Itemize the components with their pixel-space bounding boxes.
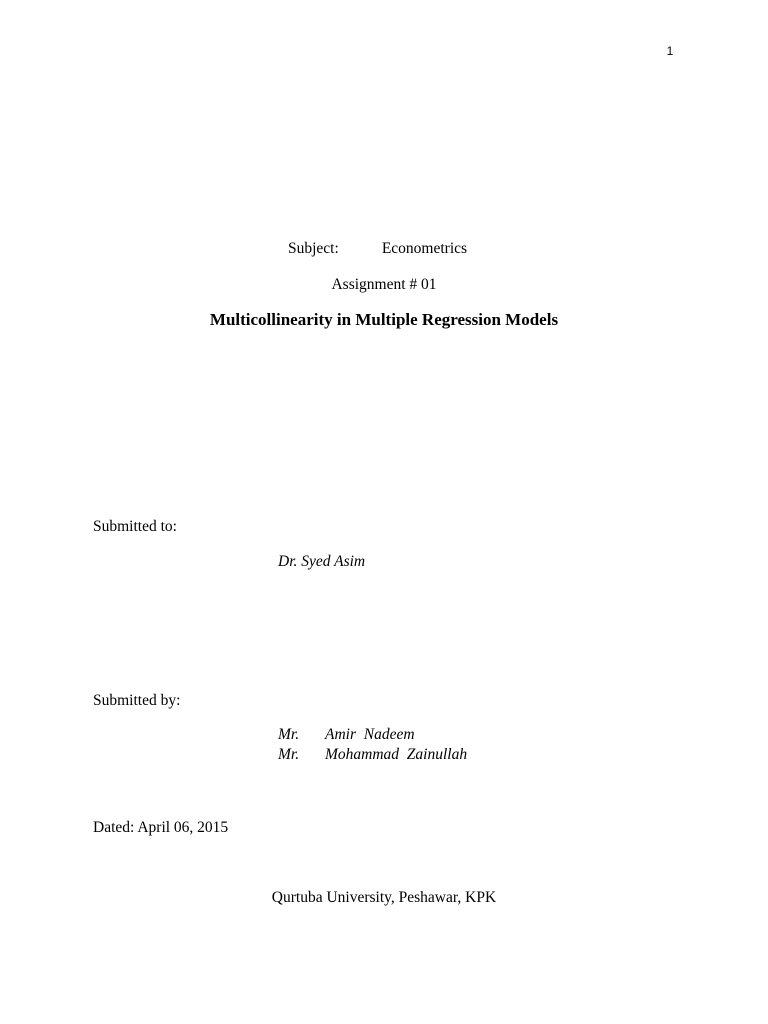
student-entry <box>278 746 467 764</box>
date-line: Dated: April 06, 2015 <box>93 819 229 836</box>
student-honorific: Mr. <box>278 726 300 743</box>
supervisor-name: Dr. Syed Asim <box>278 553 366 570</box>
submitted-by-label: Submitted by: <box>93 692 181 709</box>
subject-line <box>288 240 467 258</box>
student-name: Amir Nadeem <box>325 726 415 743</box>
page-number: 1 <box>666 44 674 58</box>
submitted-to-label: Submitted to: <box>93 518 177 535</box>
document-title: Multicollinearity in Multiple Regression Models <box>209 310 559 329</box>
university-line: Qurtuba University, Peshawar, KPK <box>271 889 497 906</box>
student-name: Mohammad Zainullah <box>325 746 468 763</box>
assignment-number: Assignment # 01 <box>331 276 437 293</box>
subject-value: Econometrics <box>381 240 468 257</box>
student-honorific: Mr. <box>278 746 300 763</box>
student-entry <box>278 726 415 744</box>
subject-label: Subject: <box>288 240 339 257</box>
